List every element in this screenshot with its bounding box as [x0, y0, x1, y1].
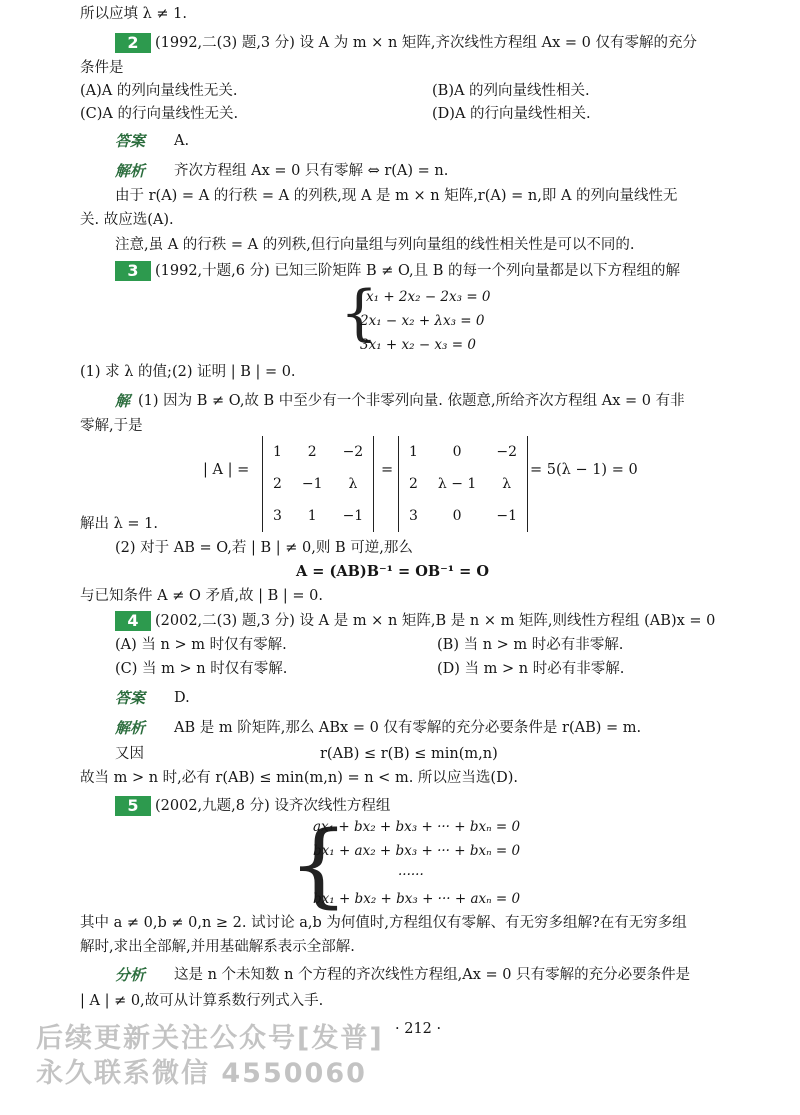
- determinant-cell: 0: [452, 444, 462, 460]
- determinant-cell: 1: [273, 444, 282, 460]
- determinant-row: [399, 436, 527, 468]
- determinant-cell: 3: [273, 508, 282, 524]
- option-c: (C)A 的行向量线性无关.: [80, 106, 239, 122]
- determinant-cell: −2: [496, 444, 517, 460]
- analysis-text: AB 是 m 阶矩阵,那么 ABx = 0 仅有零解的充分必要条件是 r(AB) = m.: [174, 720, 642, 736]
- formula: A = (AB)B⁻¹ = OB⁻¹ = O: [296, 563, 489, 580]
- text-line: 又因: [115, 746, 144, 762]
- determinant-row: [263, 436, 373, 468]
- determinant-cell: 1: [409, 444, 418, 460]
- equation: 2x₁ − x₂ + λx₃ = 0: [360, 313, 485, 329]
- determinant-row: [263, 500, 373, 532]
- equation: bx₁ + bx₂ + bx₃ + ··· + axₙ = 0: [313, 891, 521, 907]
- option-b: (B) 当 n > m 时必有非零解.: [437, 637, 624, 653]
- text-line: (2) 对于 AB = O,若 | B | ≠ 0,则 B 可逆,那么: [115, 540, 413, 556]
- analysis-text: 这是 n 个未知数 n 个方程的齐次线性方程组,Ax = 0 只有零解的充分必要条件是: [174, 967, 691, 983]
- determinant-row: [399, 468, 527, 500]
- determinant-cell: 2: [409, 476, 418, 492]
- problem-statement: (1992,十题,6 分) 已知三阶矩阵 B ≠ O,且 B 的每一个列向量都是以下方程组的解: [155, 263, 681, 279]
- option-b: (B)A 的列向量线性相关.: [432, 83, 590, 99]
- text-line: 解时,求出全部解,并用基础解系表示全部解.: [80, 939, 355, 955]
- option-d: (D)A 的行向量线性相关.: [432, 106, 591, 122]
- problem-number-badge: 5: [115, 796, 151, 816]
- determinant-cell: 2: [273, 476, 282, 492]
- problem-statement: (2002,九题,8 分) 设齐次线性方程组: [155, 798, 391, 814]
- problem-statement: 条件是: [80, 60, 124, 76]
- analysis-text: 齐次方程组 Ax = 0 只有零解 ⇔ r(A) = n.: [174, 163, 449, 179]
- option-a: (A) 当 n > m 时仅有零解.: [115, 637, 287, 653]
- solution-text: (1) 因为 B ≠ O,故 B 中至少有一个非零列向量. 依题意,所给齐次方程组 Ax = 0 有非: [138, 393, 685, 409]
- text-line: 其中 a ≠ 0,b ≠ 0,n ≥ 2. 试讨论 a,b 为何值时,方程组仅有零解、有无穷多组解?在有无穷多组: [80, 915, 687, 931]
- analysis-text: | A | ≠ 0,故可从计算系数行列式入手.: [80, 993, 324, 1009]
- option-c: (C) 当 m > n 时仅有零解.: [115, 661, 288, 677]
- determinant-matrix-1: [262, 436, 374, 532]
- problem-statement: (1992,二(3) 题,3 分) 设 A 为 m × n 矩阵,齐次线性方程组 Ax = 0 仅有零解的充分: [155, 35, 697, 51]
- equation: ax₁ + bx₂ + bx₃ + ··· + bxₙ = 0: [313, 819, 521, 835]
- equals-sign: =: [381, 462, 394, 478]
- determinant-lhs: | A | =: [203, 462, 250, 478]
- determinant-cell: 3: [409, 508, 418, 524]
- determinant-cell: 0: [452, 508, 462, 524]
- problem-number-badge: 4: [115, 611, 151, 631]
- determinant-cell: λ: [348, 476, 358, 492]
- determinant-cell: −1: [496, 508, 517, 524]
- determinant-cell: 2: [307, 444, 317, 460]
- text-line: 注意,虽 A 的行秩 = A 的列秩,但行向量组与列向量组的线性相关性是可以不同的.: [115, 237, 635, 253]
- determinant-cell: λ: [502, 476, 512, 492]
- equation: bx₁ + ax₂ + bx₃ + ··· + bxₙ = 0: [313, 843, 521, 859]
- determinant-result: = 5(λ − 1) = 0: [530, 462, 638, 478]
- watermark-line-1: 后续更新关注公众号[发普]: [36, 1023, 384, 1054]
- determinant-cell: 1: [307, 508, 317, 524]
- question-text: (1) 求 λ 的值;(2) 证明 | B | = 0.: [80, 364, 296, 380]
- text-line: 解出 λ = 1.: [80, 516, 159, 532]
- option-a: (A)A 的列向量线性无关.: [80, 83, 238, 99]
- equation: 3x₁ + x₂ − x₃ = 0: [360, 337, 476, 353]
- watermark-line-2: 永久联系微信 4550060: [36, 1058, 367, 1089]
- determinant-cell: −2: [342, 444, 364, 460]
- problem-statement: (2002,二(3) 题,3 分) 设 A 是 m × n 矩阵,B 是 n × m 矩阵,则线性方程组 (AB)x = 0: [155, 613, 716, 629]
- determinant-row: [399, 500, 527, 532]
- answer-label: 答案: [115, 689, 146, 707]
- solution-label: 解: [115, 392, 131, 410]
- determinant-row: [263, 468, 373, 500]
- solution-text: 零解,于是: [80, 418, 143, 434]
- text-line: 所以应填 λ ≠ 1.: [80, 6, 188, 22]
- left-brace: {: [288, 810, 350, 918]
- fenxi-label: 分析: [115, 966, 146, 984]
- text-line: 故当 m > n 时,必有 r(AB) ≤ min(m,n) = n < m. 所以应当选(D).: [80, 770, 518, 786]
- analysis-label: 解析: [115, 162, 146, 180]
- text-line: 与已知条件 A ≠ O 矛盾,故 | B | = 0.: [80, 588, 324, 604]
- analysis-label: 解析: [115, 719, 146, 737]
- determinant-cell: −1: [301, 476, 323, 492]
- equation-ellipsis: ······: [398, 867, 424, 883]
- option-d: (D) 当 m > n 时必有非零解.: [437, 661, 625, 677]
- equation: x₁ + 2x₂ − 2x₃ = 0: [366, 289, 491, 305]
- answer-label: 答案: [115, 132, 146, 150]
- determinant-cell: λ − 1: [437, 476, 477, 492]
- problem-number-badge: 3: [115, 261, 151, 281]
- determinant-cell: −1: [342, 508, 364, 524]
- problem-number-badge: 2: [115, 33, 151, 53]
- left-brace: {: [340, 278, 379, 348]
- answer-value: D.: [174, 690, 190, 706]
- determinant-matrix-2: [398, 436, 528, 532]
- text-line: 关. 故应选(A).: [80, 212, 174, 228]
- formula: r(AB) ≤ r(B) ≤ min(m,n): [320, 746, 498, 762]
- page-number: · 212 ·: [395, 1021, 442, 1037]
- answer-value: A.: [174, 133, 190, 149]
- text-line: 由于 r(A) = A 的行秩 = A 的列秩,现 A 是 m × n 矩阵,r(A) = n,即 A 的列向量线性无: [115, 188, 678, 204]
